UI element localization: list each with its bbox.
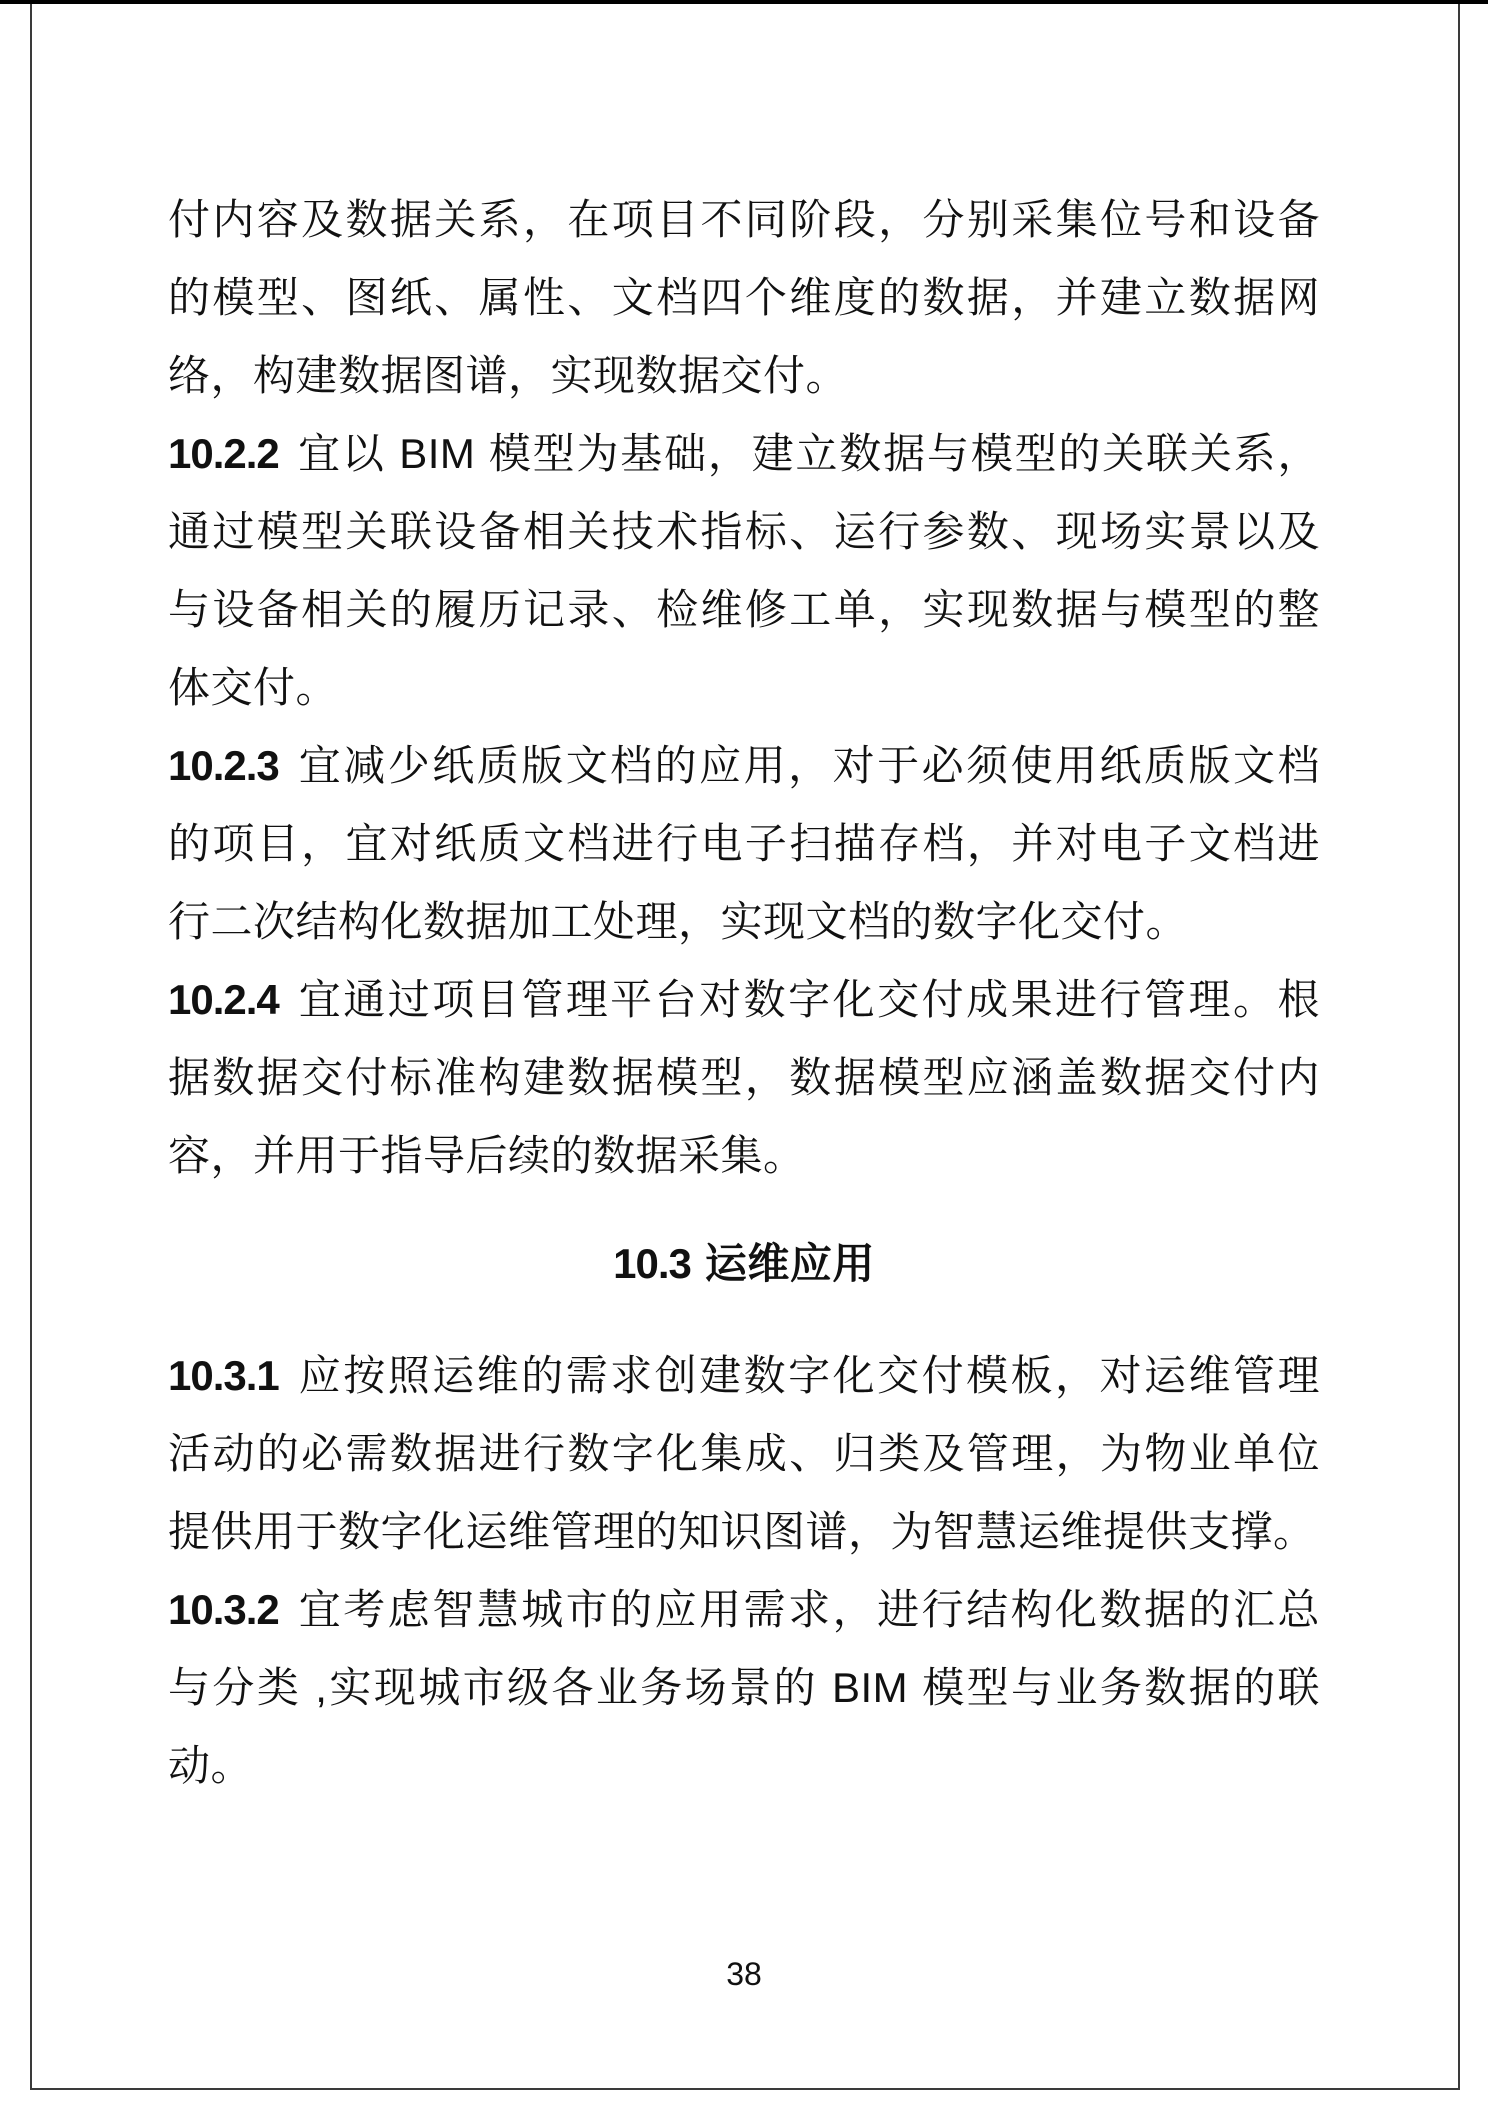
paragraph-line — [168, 493, 1320, 571]
line-text: 容，并用于指导后续的数据采集。 — [168, 1132, 806, 1179]
paragraph-line — [168, 415, 1320, 493]
line-text: 与分类 ,实现城市级各业务场景的 BIM 模型与业务数据的联 — [168, 1664, 1320, 1711]
line-text: 宜考虑智慧城市的应用需求，进行结构化数据的汇总 — [296, 1586, 1320, 1633]
line-text: 通过模型关联设备相关技术指标、运行参数、现场实景以及 — [168, 508, 1320, 555]
paragraph-line — [168, 1571, 1320, 1649]
line-text: 提供用于数字化运维管理的知识图谱，为智慧运维提供支撑。 — [168, 1508, 1316, 1555]
clause-number: 10.2.2 — [168, 430, 279, 477]
clause-number: 10.3.2 — [168, 1586, 279, 1633]
paragraph-line — [168, 805, 1320, 883]
line-text: 宜通过项目管理平台对数字化交付成果进行管理。根 — [296, 976, 1320, 1023]
clause-number: 10.2.3 — [168, 742, 279, 789]
clause-number: 10.2.4 — [168, 976, 279, 1023]
page-number: 38 — [726, 1956, 762, 1992]
line-text: 体交付。 — [168, 664, 339, 711]
paragraph-line — [168, 883, 1320, 961]
section-heading — [168, 1225, 1320, 1303]
paragraph-line — [168, 1415, 1320, 1493]
line-text: 络，构建数据图谱，实现数据交付。 — [168, 352, 849, 399]
line-text: 行二次结构化数据加工处理，实现文档的数字化交付。 — [168, 898, 1189, 945]
paragraph-line — [168, 1727, 1320, 1805]
line-text: 宜以 BIM 模型为基础，建立数据与模型的关联关系， — [296, 430, 1320, 477]
line-text: 动。 — [168, 1742, 254, 1789]
line-text: 的项目，宜对纸质文档进行电子扫描存档，并对电子文档进 — [168, 820, 1320, 867]
paragraph-line — [168, 181, 1320, 259]
section-number: 10.3 — [613, 1240, 691, 1287]
text-content — [168, 181, 1320, 1805]
paragraph-line — [168, 961, 1320, 1039]
line-text: 付内容及数据关系，在项目不同阶段，分别采集位号和设备 — [168, 196, 1320, 243]
line-text: 据数据交付标准构建数据模型，数据模型应涵盖数据交付内 — [168, 1054, 1320, 1101]
paragraph-line — [168, 1337, 1320, 1415]
line-text: 宜减少纸质版文档的应用，对于必须使用纸质版文档 — [296, 742, 1320, 789]
paragraph-line — [168, 259, 1320, 337]
paragraph-line — [168, 727, 1320, 805]
line-text: 的模型、图纸、属性、文档四个维度的数据，并建立数据网 — [168, 274, 1320, 321]
line-text: 应按照运维的需求创建数字化交付模板，对运维管理 — [296, 1352, 1320, 1399]
line-text: 活动的必需数据进行数字化集成、归类及管理，为物业单位 — [168, 1430, 1320, 1477]
paragraph-line — [168, 1493, 1320, 1571]
section-title: 运维应用 — [704, 1240, 875, 1287]
paragraph-line — [168, 649, 1320, 727]
paragraph-line — [168, 571, 1320, 649]
paragraph-line — [168, 1117, 1320, 1195]
line-text: 与设备相关的履历记录、检维修工单，实现数据与模型的整 — [168, 586, 1320, 633]
paragraph-line — [168, 1039, 1320, 1117]
paragraph-line — [168, 1649, 1320, 1727]
paragraph-line — [168, 337, 1320, 415]
clause-number: 10.3.1 — [168, 1352, 279, 1399]
